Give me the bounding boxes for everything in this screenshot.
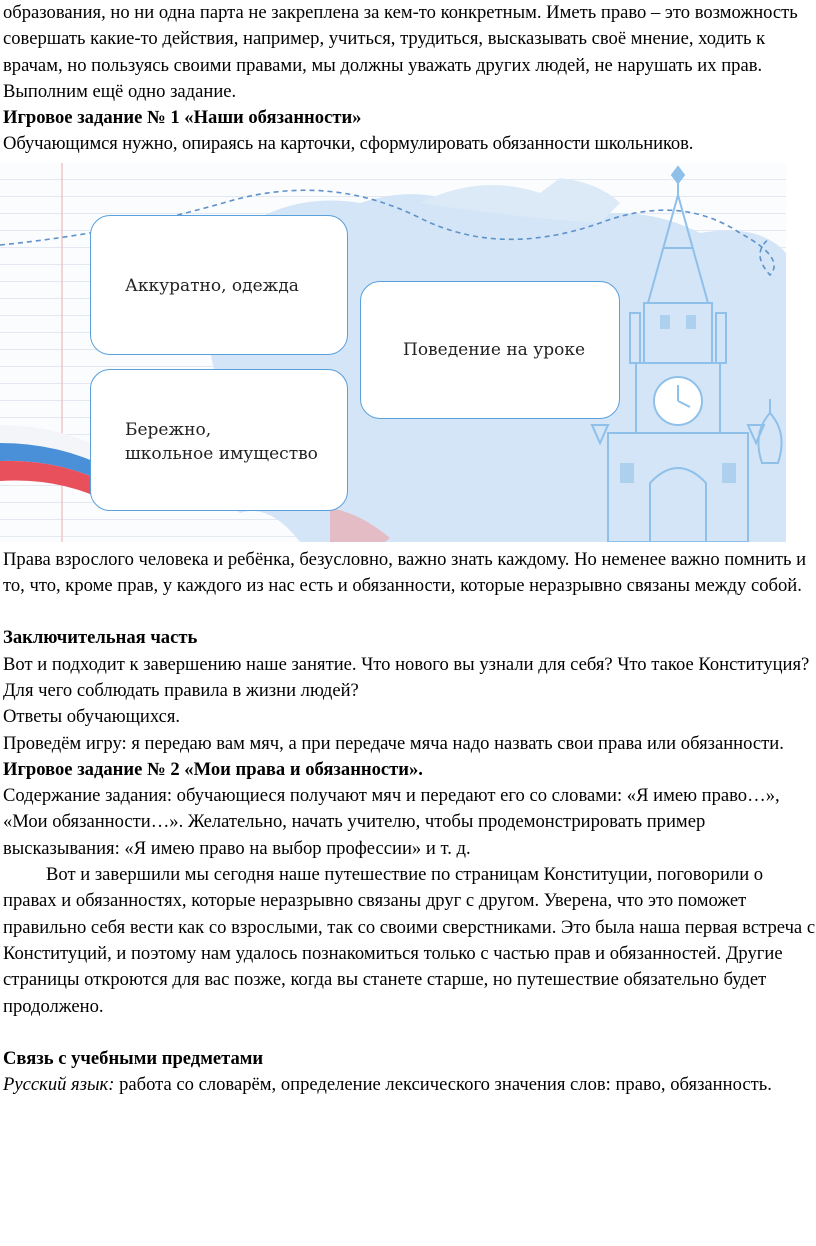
card-behavior-text: Поведение на уроке bbox=[403, 339, 586, 360]
duties-slide-image bbox=[0, 163, 786, 542]
paragraph-closing-questions: Вот и подходит к завершению наше занятие. Что нового вы узнали для себя? Что такое Конституция? Для чего соблюдать правила в жизни людей? bbox=[3, 653, 810, 701]
final-part-heading: Заключительная часть bbox=[3, 627, 198, 649]
card-neatness bbox=[90, 215, 348, 355]
card-neatness-text: Аккуратно, одежда bbox=[125, 275, 299, 296]
paragraph-ball-game: Проведём игру: я передаю вам мяч, а при передаче мяча надо назвать свои права или обязанности. bbox=[3, 732, 784, 754]
subject-russian-description: работа со словарём, определение лексического значения слов: право, обязанность. bbox=[114, 1074, 772, 1096]
paragraph-next-task: Выполним ещё одно задание. bbox=[3, 80, 237, 102]
paragraph-conclusion: Вот и завершили мы сегодня наше путешествие по страницам Конституции, поговорили о правах и обязанностях, которые неразрывно связаны друг с другом. Уверена, что это поможет правильно себя вести как со взрослыми, так со своими сверстниками. Это была наша первая встреча с Конституций, и поэтому нам удалось познакомиться только с частью прав и обязанностей. Другие страницы откроются для вас позже, когда вы станете старше, но путешествие обязательно будет продолжено. bbox=[3, 864, 816, 1017]
task1-instructions: Обучающимся нужно, опираясь на карточки, сформулировать обязанности школьников. bbox=[3, 133, 694, 155]
paragraph-student-answers: Ответы обучающихся. bbox=[3, 706, 181, 728]
task2-heading: Игровое задание № 2 «Мои права и обязанности». bbox=[3, 758, 423, 780]
subject-links-heading: Связь с учебными предметами bbox=[3, 1047, 264, 1069]
paragraph-rights-intro: образования, но ни одна парта не закреплена за кем-то конкретным. Иметь право – это возможность совершать какие-то действия, например, учиться, трудиться, высказывать своё мнение, ходить к врачам, но пользуясь своими правами, мы должны уважать других людей, не нарушать их прав. bbox=[3, 2, 798, 76]
subject-links-russian bbox=[0, 1072, 816, 1098]
subject-name-russian: Русский язык: bbox=[3, 1074, 115, 1096]
card-school-property bbox=[90, 369, 348, 511]
card-school-property-line1: Бережно, bbox=[125, 419, 212, 440]
task2-content: Содержание задания: обучающиеся получают мяч и передают его со словами: «Я имею право…», «Мои обязанности…». Желательно, начать учителю, чтобы продемонстрировать пример высказывания: «Я имею право на выбор профессии» и т. д. bbox=[3, 785, 780, 859]
task1-heading: Игровое задание № 1 «Наши обязанности» bbox=[3, 107, 362, 129]
card-behavior bbox=[360, 281, 620, 419]
card-school-property-line2: школьное имущество bbox=[125, 443, 318, 464]
paragraph-rights-and-duties: Права взрослого человека и ребёнка, безусловно, важно знать каждому. Но неменее важно помнить и то, что, кроме прав, у каждого из нас есть и обязанности, которые неразрывно связаны между собой. bbox=[3, 548, 807, 597]
